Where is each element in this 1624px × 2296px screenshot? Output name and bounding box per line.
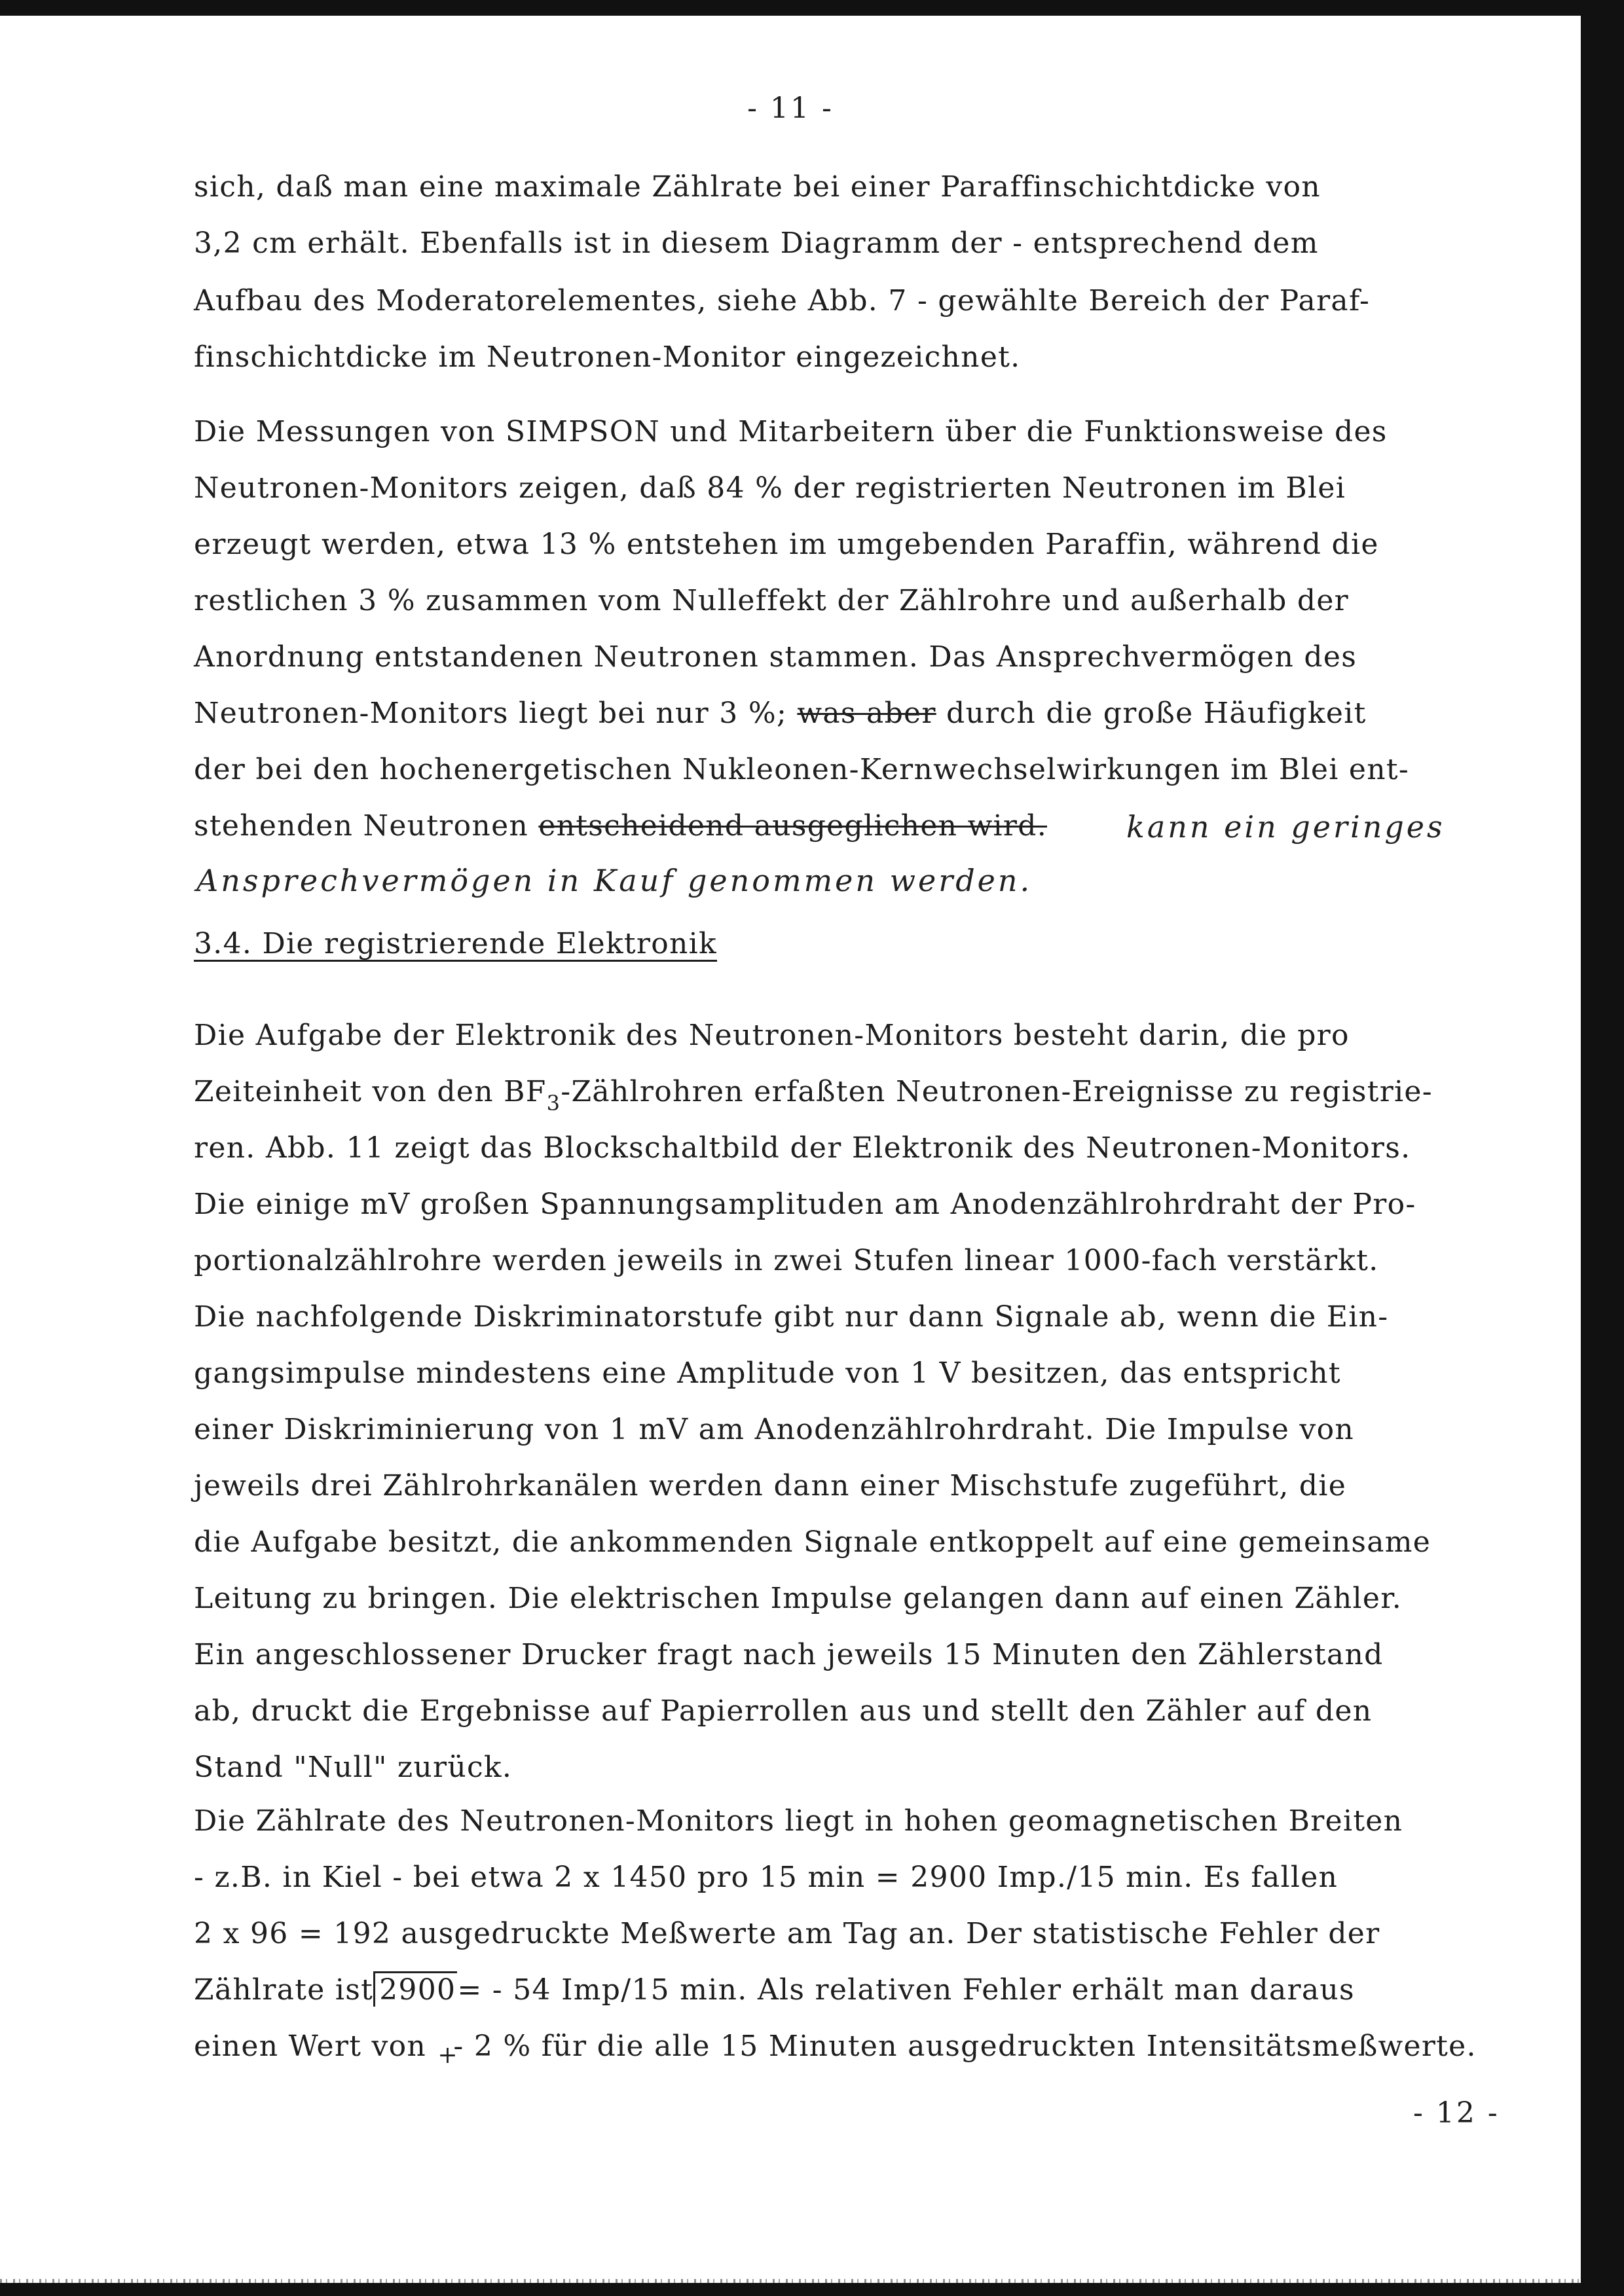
paragraph-3-line-2-rest: -Zählrohren erfaßten Neutronen-Ereignisse zu registrie- — [561, 1075, 1433, 1108]
scan-border-bottom — [0, 2283, 1624, 2296]
paragraph-2-line-6 — [194, 694, 1477, 733]
paragraph-1-line-4: finschichtdicke im Neutronen-Monitor eingezeichnet. — [194, 340, 1021, 374]
paragraph-4-line-3: 2 x 96 = 192 ausgedruckte Meßwerte am Tag an. Der statistische Fehler der — [194, 1917, 1380, 1950]
paragraph-3-line-3: ren. Abb. 11 zeigt das Blockschaltbild der Elektronik des Neutronen-Monitors. — [194, 1131, 1411, 1165]
handwritten-note-line-1: kann ein geringes — [1126, 809, 1445, 845]
paragraph-3-line-8: einer Diskriminierung von 1 mV am Anodenzählrohrdraht. Die Impulse von — [194, 1413, 1355, 1446]
paragraph-2-line-8-text: stehenden Neutronen — [194, 809, 529, 843]
paragraph-3-line-1: Die Aufgabe der Elektronik des Neutronen-Monitors besteht darin, die pro — [194, 1019, 1350, 1052]
paragraph-4-line-2: - z.B. in Kiel - bei etwa 2 x 1450 pro 15 min = 2900 Imp./15 min. Es fallen — [194, 1861, 1338, 1894]
paragraph-4-line-5-text: einen Wert von — [194, 2030, 427, 2063]
struck-text: entscheidend ausgeglichen wird. — [538, 809, 1047, 843]
paragraph-4-line-1: Die Zählrate des Neutronen-Monitors liegt in hohen geomagnetischen Breiten — [194, 1804, 1403, 1838]
paragraph-3-line-11: Leitung zu bringen. Die elektrischen Impulse gelangen dann auf einen Zähler. — [194, 1582, 1402, 1615]
paragraph-4-line-4-text: Zählrate ist — [194, 1973, 374, 2007]
paragraph-3-line-7: gangsimpulse mindestens eine Amplitude von 1 V besitzen, das entspricht — [194, 1357, 1341, 1390]
paragraph-2-line-5: Anordnung entstandenen Neutronen stammen. Das Ansprechvermögen des — [194, 640, 1357, 674]
square-root: 2900 — [373, 1971, 457, 2007]
paragraph-2-line-8 — [194, 807, 1098, 846]
paragraph-3-line-13: ab, druckt die Ergebnisse auf Papierrollen aus und stellt den Zähler auf den — [194, 1694, 1373, 1728]
paragraph-4-line-5-rest: - 2 % für die alle 15 Minuten ausgedruckten Intensitätsmeßwerte. — [453, 2030, 1477, 2063]
paragraph-3-line-10: die Aufgabe besitzt, die ankommenden Signale entkoppelt auf eine gemeinsame — [194, 1525, 1431, 1559]
next-page-marker: - 12 - — [1413, 2096, 1500, 2130]
paragraph-3-line-12: Ein angeschlossener Drucker fragt nach jeweils 15 Minuten den Zählerstand — [194, 1638, 1384, 1671]
paragraph-2-line-6-rest: durch die große Häufigkeit — [946, 697, 1367, 730]
paragraph-1-line-1: sich, daß man eine maximale Zählrate bei einer Paraffinschichtdicke von — [194, 170, 1321, 204]
paragraph-4-line-4 — [194, 1971, 1477, 2010]
paragraph-2-line-6-text: Neutronen-Monitors liegt bei nur 3 %; — [194, 697, 788, 730]
handwritten-note-line-2: Ansprechvermögen in Kauf genommen werden. — [196, 863, 1033, 898]
paragraph-1-line-3: Aufbau des Moderatorelementes, siehe Abb. 7 - gewählte Bereich der Paraf- — [194, 284, 1371, 318]
paragraph-2-line-1: Die Messungen von SIMPSON und Mitarbeitern über die Funktionsweise des — [194, 415, 1388, 448]
struck-text: was aber — [797, 697, 936, 730]
paragraph-2-line-3: erzeugt werden, etwa 13 % entstehen im umgebenden Paraffin, während die — [194, 528, 1379, 561]
paragraph-2-line-2: Neutronen-Monitors zeigen, daß 84 % der registrierten Neutronen im Blei — [194, 471, 1346, 505]
scan-border-right — [1581, 0, 1624, 2296]
paragraph-3-line-5: portionalzählrohre werden jeweils in zwei Stufen linear 1000-fach verstärkt. — [194, 1244, 1379, 1277]
paragraph-3-line-2-text: Zeiteinheit von den BF — [194, 1075, 547, 1108]
section-heading: 3.4. Die registrierende Elektronik — [194, 927, 718, 960]
paragraph-3-line-14: Stand "Null" zurück. — [194, 1751, 513, 1784]
subscript: 3 — [546, 1091, 561, 1116]
paragraph-3-line-9: jeweils drei Zählrohrkanälen werden dann einer Mischstufe zugeführt, die — [194, 1469, 1347, 1503]
paragraph-2-line-4: restlichen 3 % zusammen vom Nulleffekt der Zählrohre und außerhalb der — [194, 584, 1350, 617]
paragraph-4-line-4-rest: = - 54 Imp/15 min. Als relativen Fehler erhält man daraus — [457, 1973, 1355, 2007]
paragraph-3-line-4: Die einige mV großen Spannungsamplituden am Anodenzählrohrdraht der Pro- — [194, 1188, 1416, 1221]
page-number: - 11 - — [747, 92, 834, 125]
paragraph-2-line-7: der bei den hochenergetischen Nukleonen-Kernwechselwirkungen im Blei ent- — [194, 753, 1410, 786]
paragraph-4-line-5 — [194, 2027, 1477, 2066]
paragraph-3-line-6: Die nachfolgende Diskriminatorstufe gibt nur dann Signale ab, wenn die Ein- — [194, 1300, 1389, 1334]
paragraph-1-line-2: 3,2 cm erhält. Ebenfalls ist in diesem Diagramm der - entsprechend dem — [194, 227, 1319, 260]
paragraph-3-line-2 — [194, 1072, 1477, 1116]
